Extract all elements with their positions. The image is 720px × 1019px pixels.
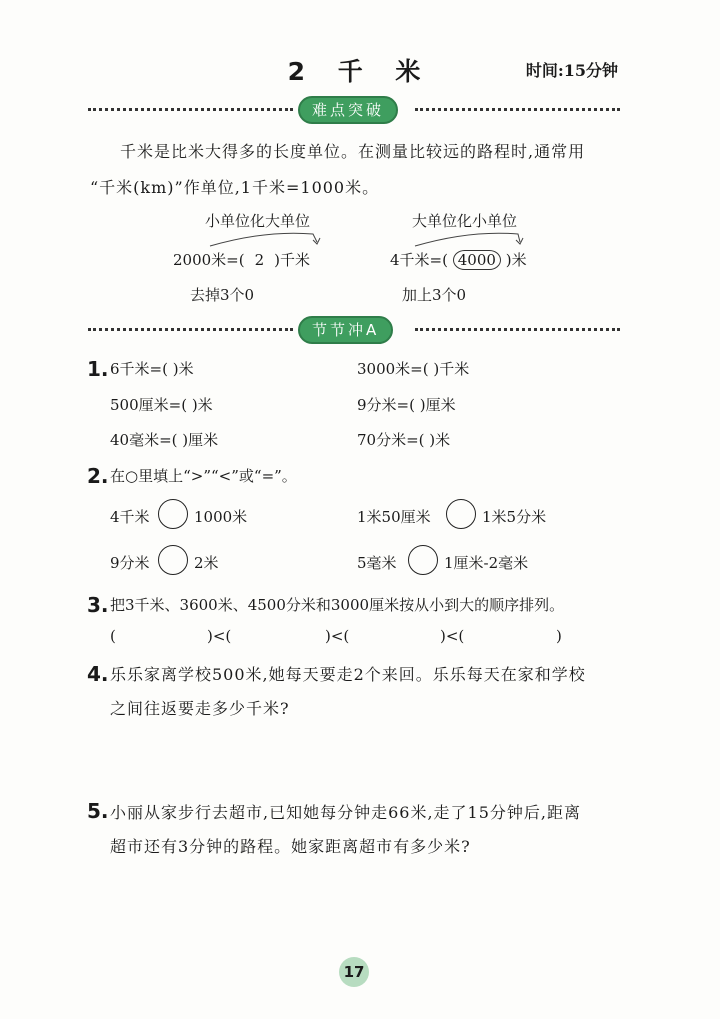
question-5-number: 5. — [87, 799, 109, 823]
q2-item-4-left: 5毫米 — [357, 554, 397, 572]
divider-left — [88, 108, 293, 111]
q1-item-2: 3000米=( )千米 — [357, 360, 470, 378]
question-4-line-2: 之间往返要走多少千米? — [110, 699, 290, 718]
section-badge-difficulty: 难点突破 — [298, 96, 398, 124]
page-number: 17 — [339, 957, 369, 987]
q2-item-2-left: 1米50厘米 — [357, 508, 431, 526]
q3-blank-open: ( — [110, 627, 116, 645]
q1-item-3: 500厘米=( )米 — [110, 396, 213, 414]
q3-blank-sep-1: )<( — [207, 627, 232, 645]
q2-item-3-answer-circle[interactable] — [158, 545, 188, 575]
question-3-prompt: 把3千米、3600米、4500分米和3000厘米按从小到大的顺序排列。 — [110, 596, 565, 614]
example-right-equation — [390, 249, 527, 270]
q3-blank-sep-3: )<( — [440, 627, 465, 645]
q1-item-1: 6千米=( )米 — [110, 360, 194, 378]
q1-item-5: 40毫米=( )厘米 — [110, 431, 219, 449]
divider-right — [415, 108, 620, 111]
example-left-answer: 2 — [254, 251, 265, 269]
question-4-line-1: 乐乐家离学校500米,她每天要走2个来回。乐乐每天在家和学校 — [110, 665, 586, 684]
intro-line-2: “千米(km)”作单位,1千米=1000米。 — [90, 178, 380, 197]
q3-blank-sep-2: )<( — [325, 627, 350, 645]
question-5-line-2: 超市还有3分钟的路程。她家距离超市有多少米? — [110, 837, 471, 856]
q1-item-6: 70分米=( )米 — [357, 431, 451, 449]
example-left-equation — [173, 249, 310, 270]
example-right-answer: 4000 — [453, 250, 501, 270]
q2-item-1-right: 1000米 — [194, 508, 248, 526]
q3-blank-close: ) — [556, 627, 562, 645]
q2-item-1-left: 4千米 — [110, 508, 150, 526]
section-badge-practice: 节节冲A — [298, 316, 393, 344]
q2-item-3-right: 2米 — [194, 554, 219, 572]
intro-line-1: 千米是比米大得多的长度单位。在测量比较远的路程时,通常用 — [120, 142, 586, 161]
example-right-eq-prefix: 4千米=( — [390, 251, 448, 269]
divider-right-2 — [415, 328, 620, 331]
example-right-arrow — [410, 228, 530, 248]
example-left-eq-suffix: )千米 — [274, 251, 311, 269]
question-4-number: 4. — [87, 662, 109, 686]
example-left-note: 去掉3个0 — [190, 286, 255, 304]
q2-item-2-answer-circle[interactable] — [446, 499, 476, 529]
question-3-number: 3. — [87, 593, 109, 617]
time-limit: 时间:15分钟 — [525, 61, 618, 80]
example-left-arrow — [205, 228, 325, 248]
divider-left-2 — [88, 328, 293, 331]
question-5-line-1: 小丽从家步行去超市,已知她每分钟走66米,走了15分钟后,距离 — [110, 803, 581, 822]
q1-item-4: 9分米=( )厘米 — [357, 396, 456, 414]
question-2-prompt: 在○里填上“>”“<”或“=”。 — [110, 467, 297, 485]
example-right-note: 加上3个0 — [402, 286, 467, 304]
question-2-number: 2. — [87, 464, 109, 488]
q2-item-4-right: 1厘米-2毫米 — [444, 554, 529, 572]
example-left-eq-prefix: 2000米=( — [173, 251, 245, 269]
question-1-number: 1. — [87, 357, 109, 381]
example-right-eq-suffix: )米 — [505, 251, 527, 269]
example-left-heading: 小单位化大单位 — [205, 212, 311, 230]
q2-item-1-answer-circle[interactable] — [158, 499, 188, 529]
q2-item-3-left: 9分米 — [110, 554, 150, 572]
q2-item-2-right: 1米5分米 — [482, 508, 547, 526]
example-right-heading: 大单位化小单位 — [412, 212, 518, 230]
q2-item-4-answer-circle[interactable] — [408, 545, 438, 575]
page-title: 2 千 米 — [287, 57, 433, 86]
